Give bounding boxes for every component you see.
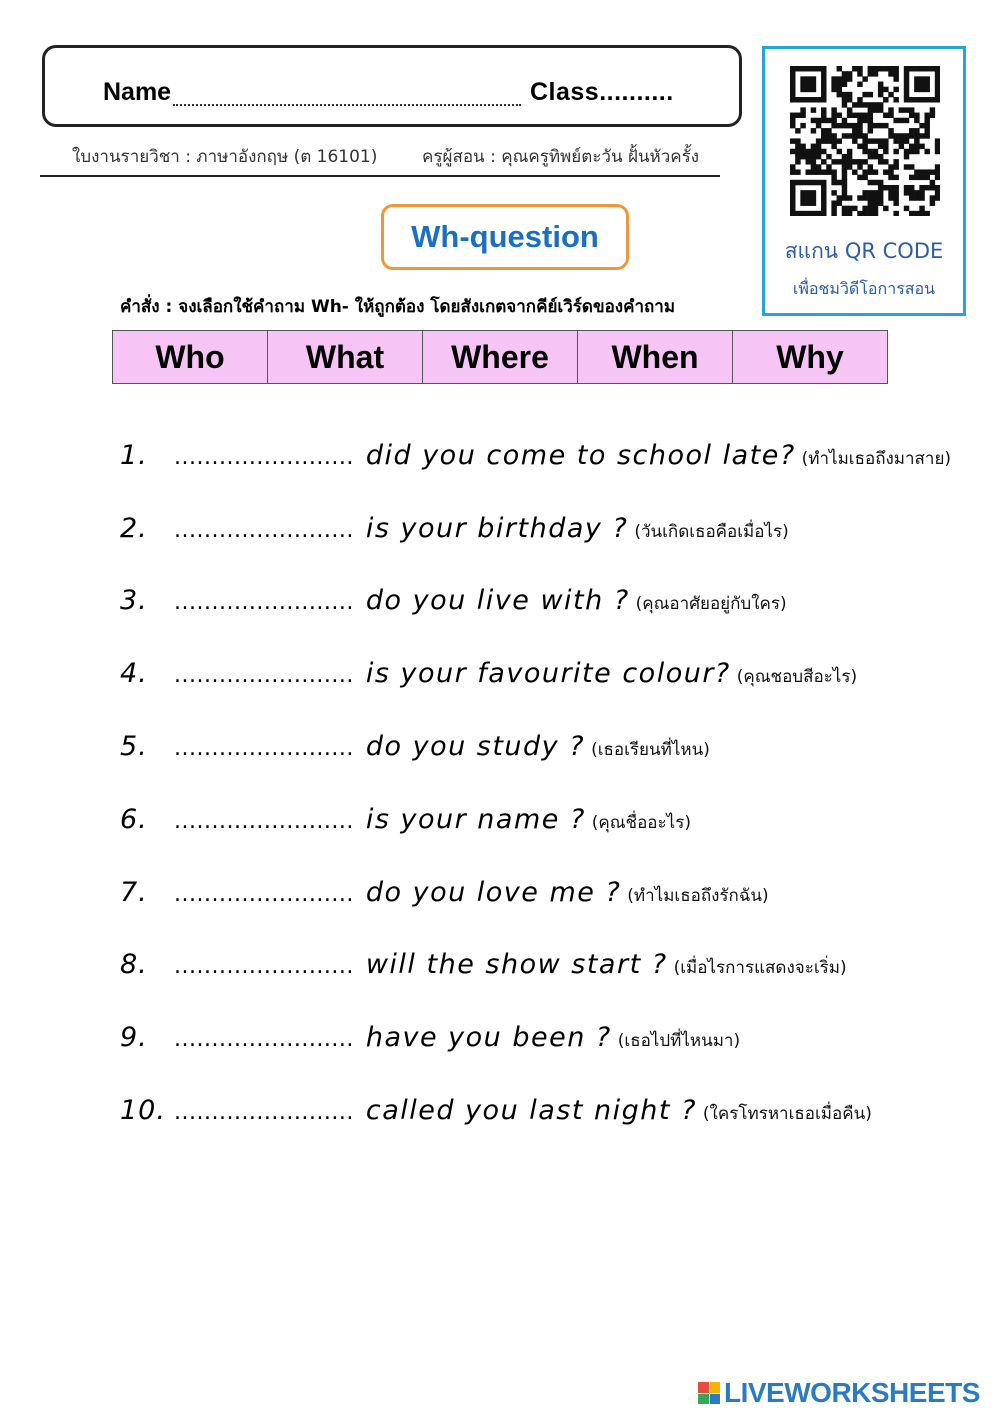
question-translation: (วันเกิดเธอคือเมื่อไร) [634, 522, 789, 542]
question-row [120, 440, 951, 480]
qr-caption: สแกน QR CODE [784, 239, 944, 263]
question-translation: (เมื่อไรการแสดงจะเริ่ม) [673, 958, 847, 978]
answer-blank[interactable]: ........................ [174, 590, 354, 615]
question-translation: (เธอไปที่ไหนมา) [617, 1031, 741, 1051]
question-number: 2. [120, 513, 148, 544]
question-text: do you love me ? [365, 877, 622, 908]
question-number: 8. [120, 949, 148, 980]
word-bank-table [112, 330, 888, 384]
brand-text: LIVEWORKSHEETS [724, 1377, 980, 1408]
liveworksheets-logo[interactable] [698, 1378, 980, 1408]
question-row [120, 877, 769, 917]
liveworksheets-logo-icon [698, 1382, 720, 1404]
question-translation: (ทำไมเธอถึงมาสาย) [801, 449, 952, 469]
qr-code-box[interactable] [762, 46, 966, 316]
question-text: will the show start ? [365, 949, 668, 980]
question-translation: (เธอเรียนที่ไหน) [591, 740, 710, 760]
question-text: do you study ? [365, 731, 586, 762]
word-bank-item[interactable]: Where [423, 331, 578, 384]
question-number: 5. [120, 731, 148, 762]
word-bank-item[interactable]: When [578, 331, 733, 384]
question-text: do you live with ? [365, 585, 630, 616]
qr-subcaption: เพื่อชมวิดีโอการสอน [792, 279, 936, 298]
answer-blank[interactable]: ........................ [174, 954, 354, 979]
question-number: 7. [120, 877, 148, 908]
answer-blank[interactable]: ........................ [174, 663, 354, 688]
teacher-text: ครูผู้สอน : คุณครูทิพย์ตะวัน ฝั้นหัวครั้ง [422, 147, 700, 167]
subject-text: ใบงานรายวิชา : ภาษาอังกฤษ (ต 16101) [72, 147, 378, 167]
question-row [120, 513, 789, 553]
name-class-box [42, 45, 742, 127]
question-row [120, 1022, 740, 1062]
question-translation: (ใครโทรหาเธอเมื่อคืน) [702, 1104, 872, 1124]
question-text: is your favourite colour? [365, 658, 731, 689]
page-title: Wh-question [381, 204, 629, 270]
question-translation: (คุณอาศัยอยู่กับใคร) [635, 594, 787, 614]
answer-blank[interactable]: ........................ [174, 809, 354, 834]
word-bank-item[interactable]: Why [733, 331, 888, 384]
answer-blank[interactable]: ........................ [174, 882, 354, 907]
question-row [120, 658, 857, 698]
question-row [120, 731, 710, 771]
question-row [120, 585, 787, 625]
name-label: Name [103, 78, 172, 106]
question-row [120, 949, 847, 989]
question-translation: (คุณชอบสีอะไร) [736, 667, 858, 687]
question-number: 1. [120, 440, 148, 471]
answer-blank[interactable]: ........................ [174, 736, 354, 761]
question-translation: (ทำไมเธอถึงรักฉัน) [627, 886, 769, 906]
question-text: have you been ? [365, 1022, 612, 1053]
question-number: 6. [120, 804, 148, 835]
word-bank-item[interactable]: What [268, 331, 423, 384]
question-number: 9. [120, 1022, 148, 1053]
question-text: called you last night ? [365, 1095, 697, 1126]
class-label: Class.......... [530, 78, 674, 106]
header-divider [40, 175, 720, 177]
word-bank-item[interactable]: Who [113, 331, 268, 384]
question-text: is your birthday ? [365, 513, 629, 544]
question-row [120, 804, 691, 844]
instruction-text: คำสั่ง : จงเลือกใช้คำถาม Wh- ให้ถูกต้อง โดยสังเกตจากคีย์เวิร์ดของคำถาม [120, 297, 676, 317]
answer-blank[interactable]: ........................ [174, 518, 354, 543]
question-number: 3. [120, 585, 148, 616]
question-translation: (คุณชื่ออะไร) [591, 813, 691, 833]
question-text: did you come to school late? [365, 440, 796, 471]
qr-code-icon [790, 66, 940, 216]
question-number: 10. [120, 1095, 166, 1126]
question-row [120, 1095, 872, 1135]
answer-blank[interactable]: ........................ [174, 445, 354, 470]
answer-blank[interactable]: ........................ [174, 1100, 354, 1125]
name-input-line[interactable] [173, 82, 521, 106]
answer-blank[interactable]: ........................ [174, 1027, 354, 1052]
question-number: 4. [120, 658, 148, 689]
question-text: is your name ? [365, 804, 586, 835]
